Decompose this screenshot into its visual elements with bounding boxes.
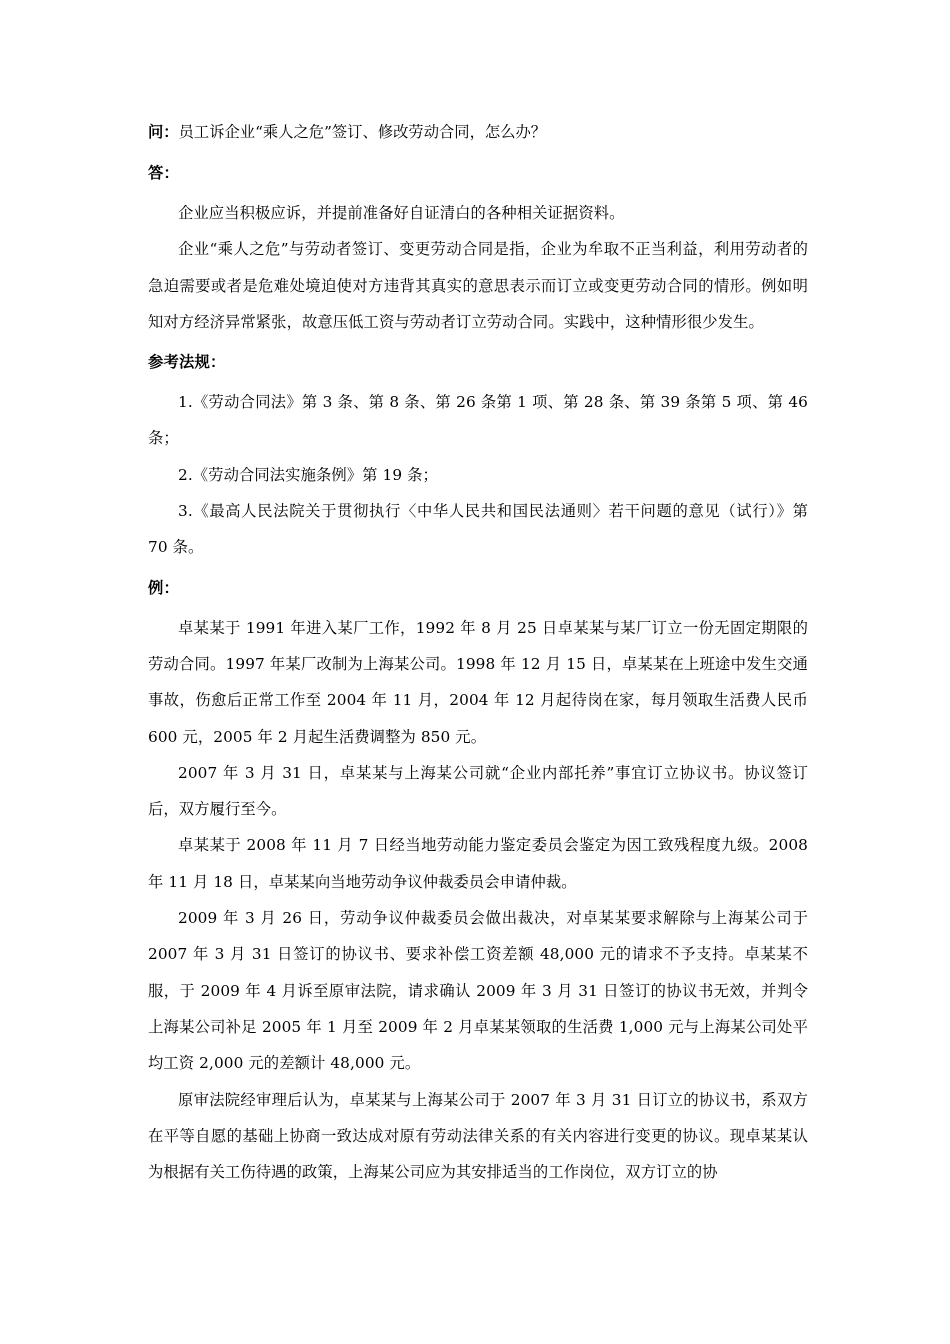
- question-label: 问：: [148, 123, 179, 141]
- reference-item-3: 3.《最高人民法院关于贯彻执行〈中华人民共和国民法通则〉若干问题的意见（试行）》第 70 条。: [148, 502, 808, 557]
- answer-paragraph-1: 企业应当积极应诉，并提前准备好自证清白的各种相关证据资料。: [178, 204, 625, 222]
- reference-item-2: 2.《劳动合同法实施条例》第 19 条；: [178, 465, 438, 484]
- example-paragraph-2: 2007 年 3 月 31 日，卓某某与上海某公司就“企业内部托养”事宜订立协议书。协议签订后，双方履行至今。: [148, 763, 808, 819]
- example-paragraph-5: 原审法院经审理后认为，卓某某与上海某公司于 2007 年 3 月 31 日订立的协议书，系双方在平等自愿的基础上协商一致达成对原有劳动法律关系的有关内容进行变更的协议。现卓某某认为根据有关工伤待遇的政策，上海某公司应为其安排适当的工作岗位，双方订立的协: [148, 1090, 808, 1182]
- reference-item-1: 1.《劳动合同法》第 3 条、第 8 条、第 26 条第 1 项、第 28 条、第 39 条第 5 项、第 46 条；: [148, 393, 808, 448]
- answer-paragraph-2: 企业“乘人之危”与劳动者签订、变更劳动合同是指，企业为牟取不正当利益，利用劳动者的急迫需要或者是危难处境迫使对方违背其真实的意思表示而订立或变更劳动合同的情形。例如明知对方经济异常紧张，故意压低工资与劳动者订立劳动合同。实践中，这种情形很少发生。: [148, 240, 808, 331]
- example-paragraph-3: 卓某某于 2008 年 11 月 7 日经当地劳动能力鉴定委员会鉴定为因工致残程度九级。2008 年 11 月 18 日，卓某某向当地劳动争议仲裁委员会申请仲裁。: [148, 836, 808, 891]
- document-page: [148, 122, 808, 1190]
- example-paragraph-4: 2009 年 3 月 26 日，劳动争议仲裁委员会做出裁决，对卓某某要求解除与上海某公司于 2007 年 3 月 31 日签订的协议书、要求补偿工资差额 48,000 元的请求不予支持。卓某某不服，于 2009 年 4 月诉至原审法院，请求确认 2009 年 3 月 31 日签订的协议书无效，并判令上海某公司补足 2005 年 1 月至 2009 年 2 月卓某某领取的生活费 1,000 元与上海某公司处平均工资 2,000 元的差额计 48,000 元。: [148, 909, 808, 1073]
- question-line: [148, 122, 808, 142]
- example-label: 例：: [148, 578, 179, 597]
- references-label: 参考法规：: [148, 353, 226, 372]
- example-paragraph-1: 卓某某于 1991 年进入某厂工作，1992 年 8 月 25 日卓某某与某厂订立一份无固定期限的劳动合同。1997 年某厂改制为上海某公司。1998 年 12 月 15 日，卓某某在上班途中发生交通事故，伤愈后正常工作至 2004 年 11 月，2004 年 12 月起待岗在家，每月领取生活费人民币 600 元，2005 年 2 月起生活费调整为 850 元。: [148, 618, 808, 746]
- answer-label: 答：: [148, 164, 179, 182]
- question-text: 员工诉企业“乘人之危”签订、修改劳动合同，怎么办？: [178, 123, 547, 141]
